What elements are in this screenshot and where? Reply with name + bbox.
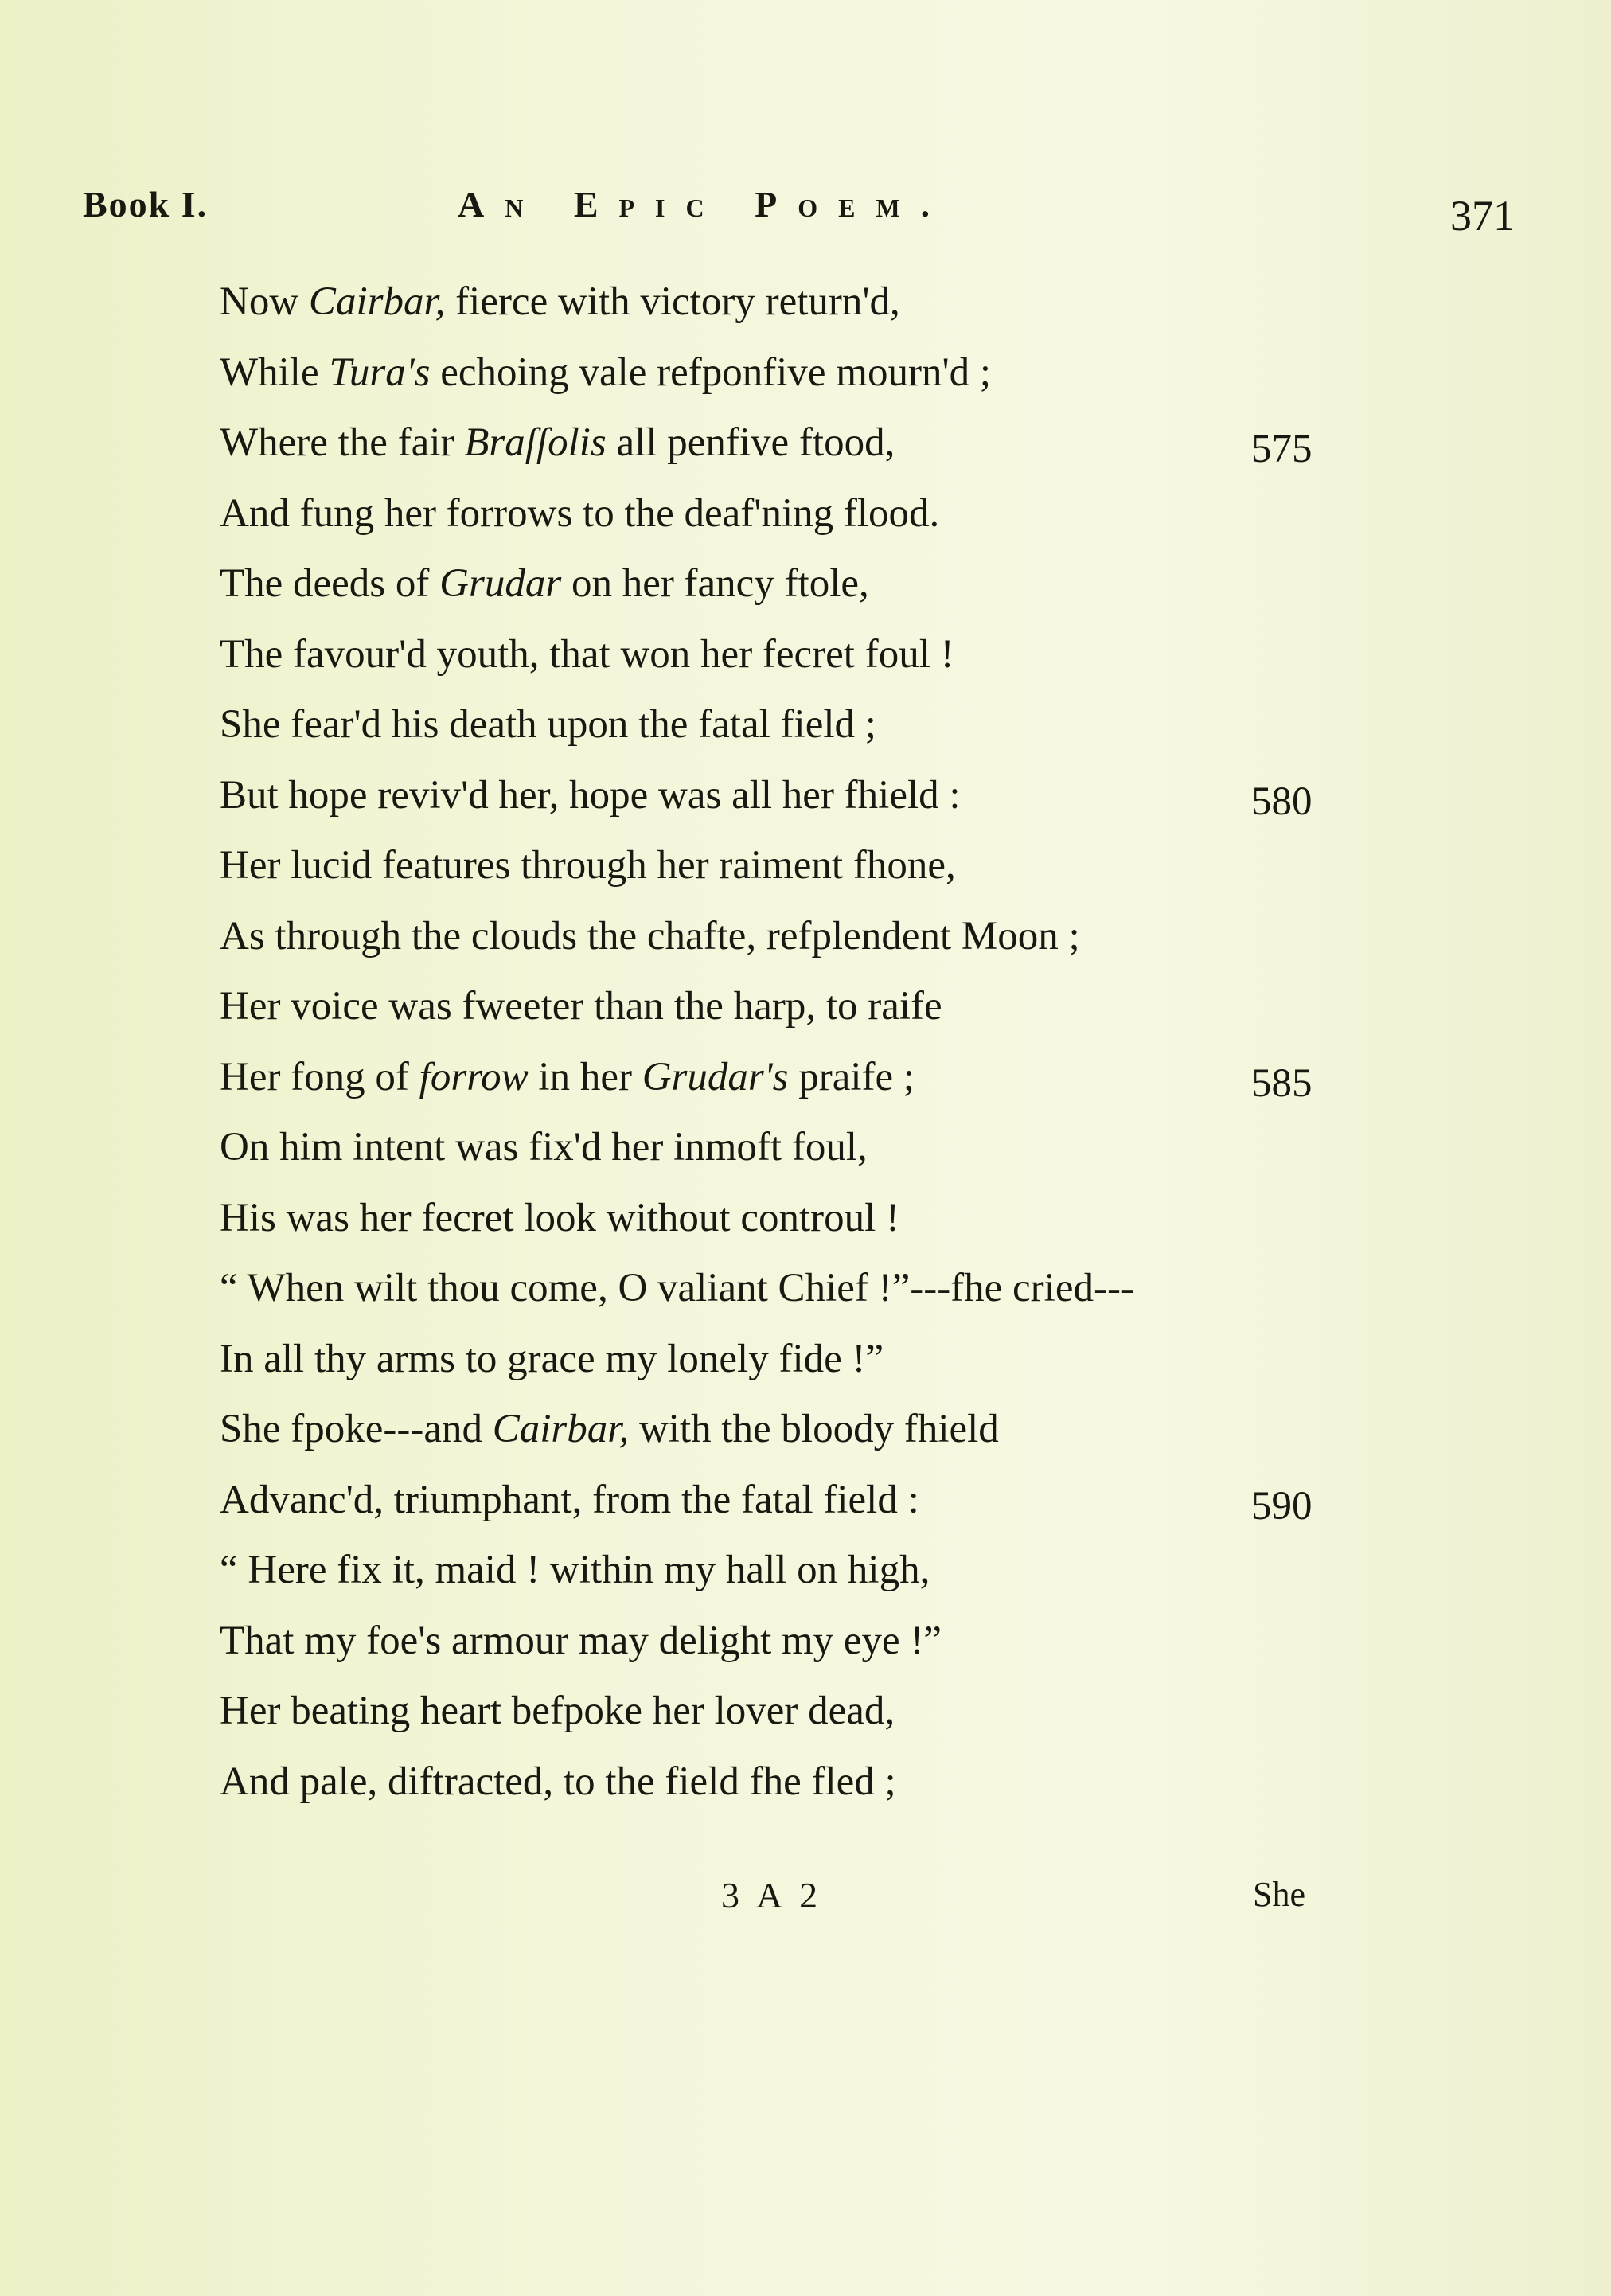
signature-mark: 3 A 2 bbox=[721, 1875, 823, 1915]
line-number: 580 bbox=[1251, 779, 1313, 824]
verse-line bbox=[220, 701, 876, 765]
running-title: An Epic Poem. bbox=[458, 184, 951, 225]
verse-line bbox=[220, 1759, 896, 1822]
verse-line bbox=[220, 1265, 1134, 1329]
verse-line bbox=[220, 1688, 895, 1751]
line-number: 575 bbox=[1251, 427, 1313, 471]
verse-text: Advanc'd, triumphant, from the fatal field : bbox=[220, 1478, 919, 1522]
verse-italic-text: Tura's bbox=[329, 350, 431, 395]
line-number: 590 bbox=[1251, 1484, 1313, 1529]
verse-text: Her voice was fweeter than the harp, to raife bbox=[220, 984, 942, 1029]
verse-text: But hope reviv'd her, hope was all her fhield : bbox=[220, 773, 961, 818]
verse-line bbox=[220, 842, 956, 906]
line-number: 585 bbox=[1251, 1061, 1313, 1106]
verse-text: in her bbox=[528, 1055, 642, 1099]
verse-text: The favour'd youth, that won her fecret foul ! bbox=[220, 632, 954, 677]
verse-text: She fpoke---and bbox=[220, 1407, 493, 1451]
page-number: 371 bbox=[1450, 192, 1515, 240]
verse-text: all penfive ftood, bbox=[606, 420, 895, 465]
verse-line bbox=[220, 913, 1080, 977]
verse-text: As through the clouds the chafte, refplendent Moon ; bbox=[220, 914, 1080, 959]
verse-line bbox=[220, 1195, 899, 1259]
verse-text: echoing vale refponfive mourn'd ; bbox=[430, 350, 992, 395]
verse-italic-text: Grudar's bbox=[642, 1055, 789, 1099]
verse-line bbox=[220, 420, 895, 483]
verse-italic-text: Cairbar, bbox=[492, 1407, 630, 1451]
verse-line bbox=[220, 279, 900, 342]
verse-text: His was her fecret look without controul ! bbox=[220, 1196, 900, 1240]
verse-text: Her beating heart befpoke her lover dead, bbox=[220, 1689, 895, 1733]
verse-text: That my foe's armour may delight my eye !” bbox=[220, 1619, 942, 1663]
verse-line bbox=[220, 490, 939, 554]
verse-text: And fung her forrows to the deaf'ning flood. bbox=[220, 491, 940, 536]
verse-text: praife ; bbox=[788, 1055, 915, 1099]
verse-line bbox=[220, 560, 869, 624]
verse-text: While bbox=[220, 350, 330, 395]
verse-text: fierce with victory return'd, bbox=[445, 279, 900, 324]
verse-line bbox=[220, 1124, 868, 1188]
verse-line bbox=[220, 349, 991, 413]
running-header bbox=[0, 183, 1611, 247]
verse-text: And pale, diftracted, to the field fhe fled ; bbox=[220, 1759, 896, 1804]
verse-text: Her fong of bbox=[220, 1055, 419, 1099]
verse-italic-text: forrow bbox=[419, 1055, 529, 1099]
verse-line bbox=[220, 1547, 930, 1611]
verse-italic-text: Braſſolis bbox=[464, 420, 607, 465]
verse-text: On him intent was fix'd her inmoft foul, bbox=[220, 1125, 868, 1169]
verse-text: In all thy arms to grace my lonely fide !” bbox=[220, 1337, 884, 1381]
verse-text: Now bbox=[220, 279, 309, 324]
verse-italic-text: Cairbar, bbox=[308, 279, 446, 324]
verse-line bbox=[220, 1618, 942, 1681]
verse-line bbox=[220, 1054, 915, 1118]
verse-text: Her lucid features through her raiment fhone, bbox=[220, 843, 956, 888]
book-label: Book I. bbox=[83, 184, 209, 225]
verse-text: Where the fair bbox=[220, 420, 465, 465]
verse-line bbox=[220, 631, 954, 695]
verse-text: with the bloody fhield bbox=[629, 1407, 999, 1451]
verse-text: She fear'd his death upon the fatal field ; bbox=[220, 702, 876, 747]
verse-italic-text: Grudar bbox=[439, 561, 562, 606]
verse-text: The deeds of bbox=[220, 561, 440, 606]
verse-text: “ When wilt thou come, O valiant Chief !”---fhe cried--- bbox=[220, 1266, 1134, 1310]
verse-line bbox=[220, 1477, 919, 1540]
verse-line bbox=[220, 983, 942, 1047]
verse-text: “ Here fix it, maid ! within my hall on high, bbox=[220, 1548, 930, 1592]
catchword: She bbox=[1253, 1875, 1305, 1914]
verse-line bbox=[220, 1336, 884, 1400]
verse-line bbox=[220, 772, 961, 836]
verse-line bbox=[220, 1406, 999, 1470]
verse-text: on her fancy ftole, bbox=[561, 561, 869, 606]
